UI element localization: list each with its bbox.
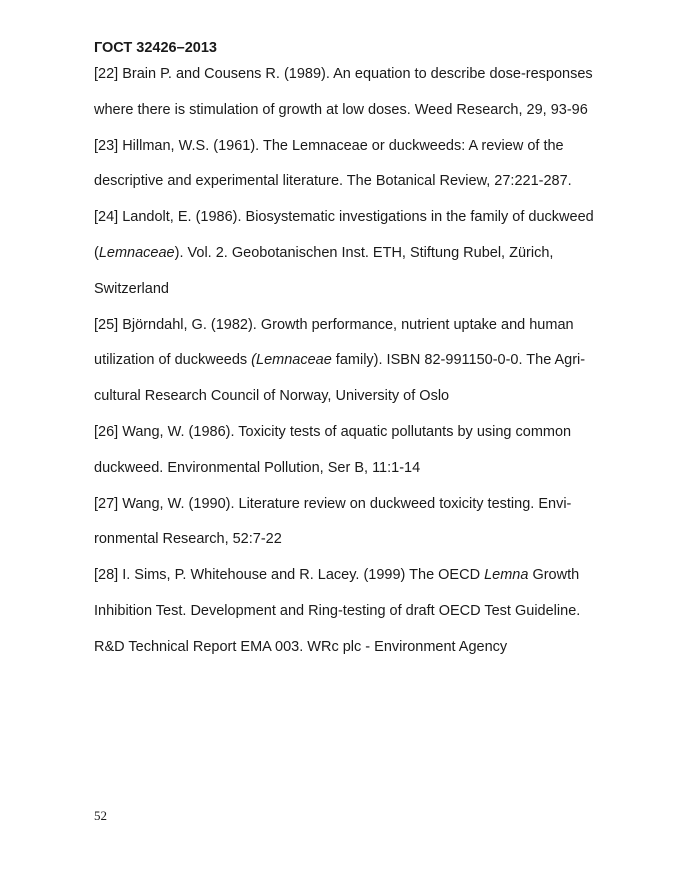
reference-line <box>94 243 654 279</box>
reference-line: [23] Hillman, W.S. (1961). The Lemnaceae or duckweeds: A review of the <box>94 137 564 154</box>
page-number: 52 <box>94 808 107 823</box>
reference-list <box>94 64 654 673</box>
reference-26 <box>94 422 654 494</box>
reference-text: family). ISBN 82-991150-0-0. The Agri- <box>331 352 586 369</box>
reference-line: [22] Brain P. and Cousens R. (1989). An equation to describe dose-responses <box>94 66 593 82</box>
reference-27 <box>94 494 654 566</box>
reference-line: Switzerland <box>94 280 169 297</box>
reference-text: ). Vol. 2. Geobotanischen Inst. ETH, Stiftung Rubel, Zürich, <box>174 244 554 261</box>
reference-line: descriptive and experimental literature. The Botanical Review, 27:221-287. <box>94 173 572 190</box>
reference-line: where there is stimulation of growth at low doses. Weed Research, 29, 93-96 <box>94 101 588 118</box>
reference-line: [24] Landolt, E. (1986). Biosystematic investigations in the family of duckweed <box>94 209 594 226</box>
reference-italic-text: Lemnaceae <box>98 244 175 261</box>
reference-line: R&D Technical Report EMA 003. WRc plc - Environment Agency <box>94 638 508 655</box>
reference-line <box>94 565 654 601</box>
reference-italic-text: Lemna <box>484 567 529 584</box>
reference-line: [26] Wang, W. (1986). Toxicity tests of aquatic pollutants by using common <box>94 423 572 440</box>
reference-line: Inhibition Test. Development and Ring-testing of draft OECD Test Guideline. <box>94 602 581 619</box>
reference-23 <box>94 136 654 208</box>
reference-text: [28] I. Sims, P. Whitehouse and R. Lacey. (1999) The OECD <box>94 567 485 584</box>
reference-25 <box>94 315 654 422</box>
reference-text: utilization of duckweeds <box>94 352 252 369</box>
reference-italic-text: (Lemnaceae <box>251 352 332 369</box>
reference-text: Growth <box>528 567 580 584</box>
reference-line: [25] Björndahl, G. (1982). Growth performance, nutrient uptake and human <box>94 316 574 333</box>
reference-text: ( <box>94 244 99 261</box>
reference-24 <box>94 207 654 314</box>
reference-22 <box>94 64 654 136</box>
reference-line: duckweed. Environmental Pollution, Ser B, 11:1-14 <box>94 459 421 476</box>
reference-line: ronmental Research, 52:7-22 <box>94 531 282 548</box>
document-header: ГОСТ 32426–2013 <box>94 40 217 56</box>
reference-line <box>94 350 654 386</box>
reference-line: [27] Wang, W. (1990). Literature review on duckweed toxicity testing. Envi- <box>94 495 572 512</box>
reference-28 <box>94 565 654 672</box>
reference-line: cultural Research Council of Norway, University of Oslo <box>94 388 450 405</box>
